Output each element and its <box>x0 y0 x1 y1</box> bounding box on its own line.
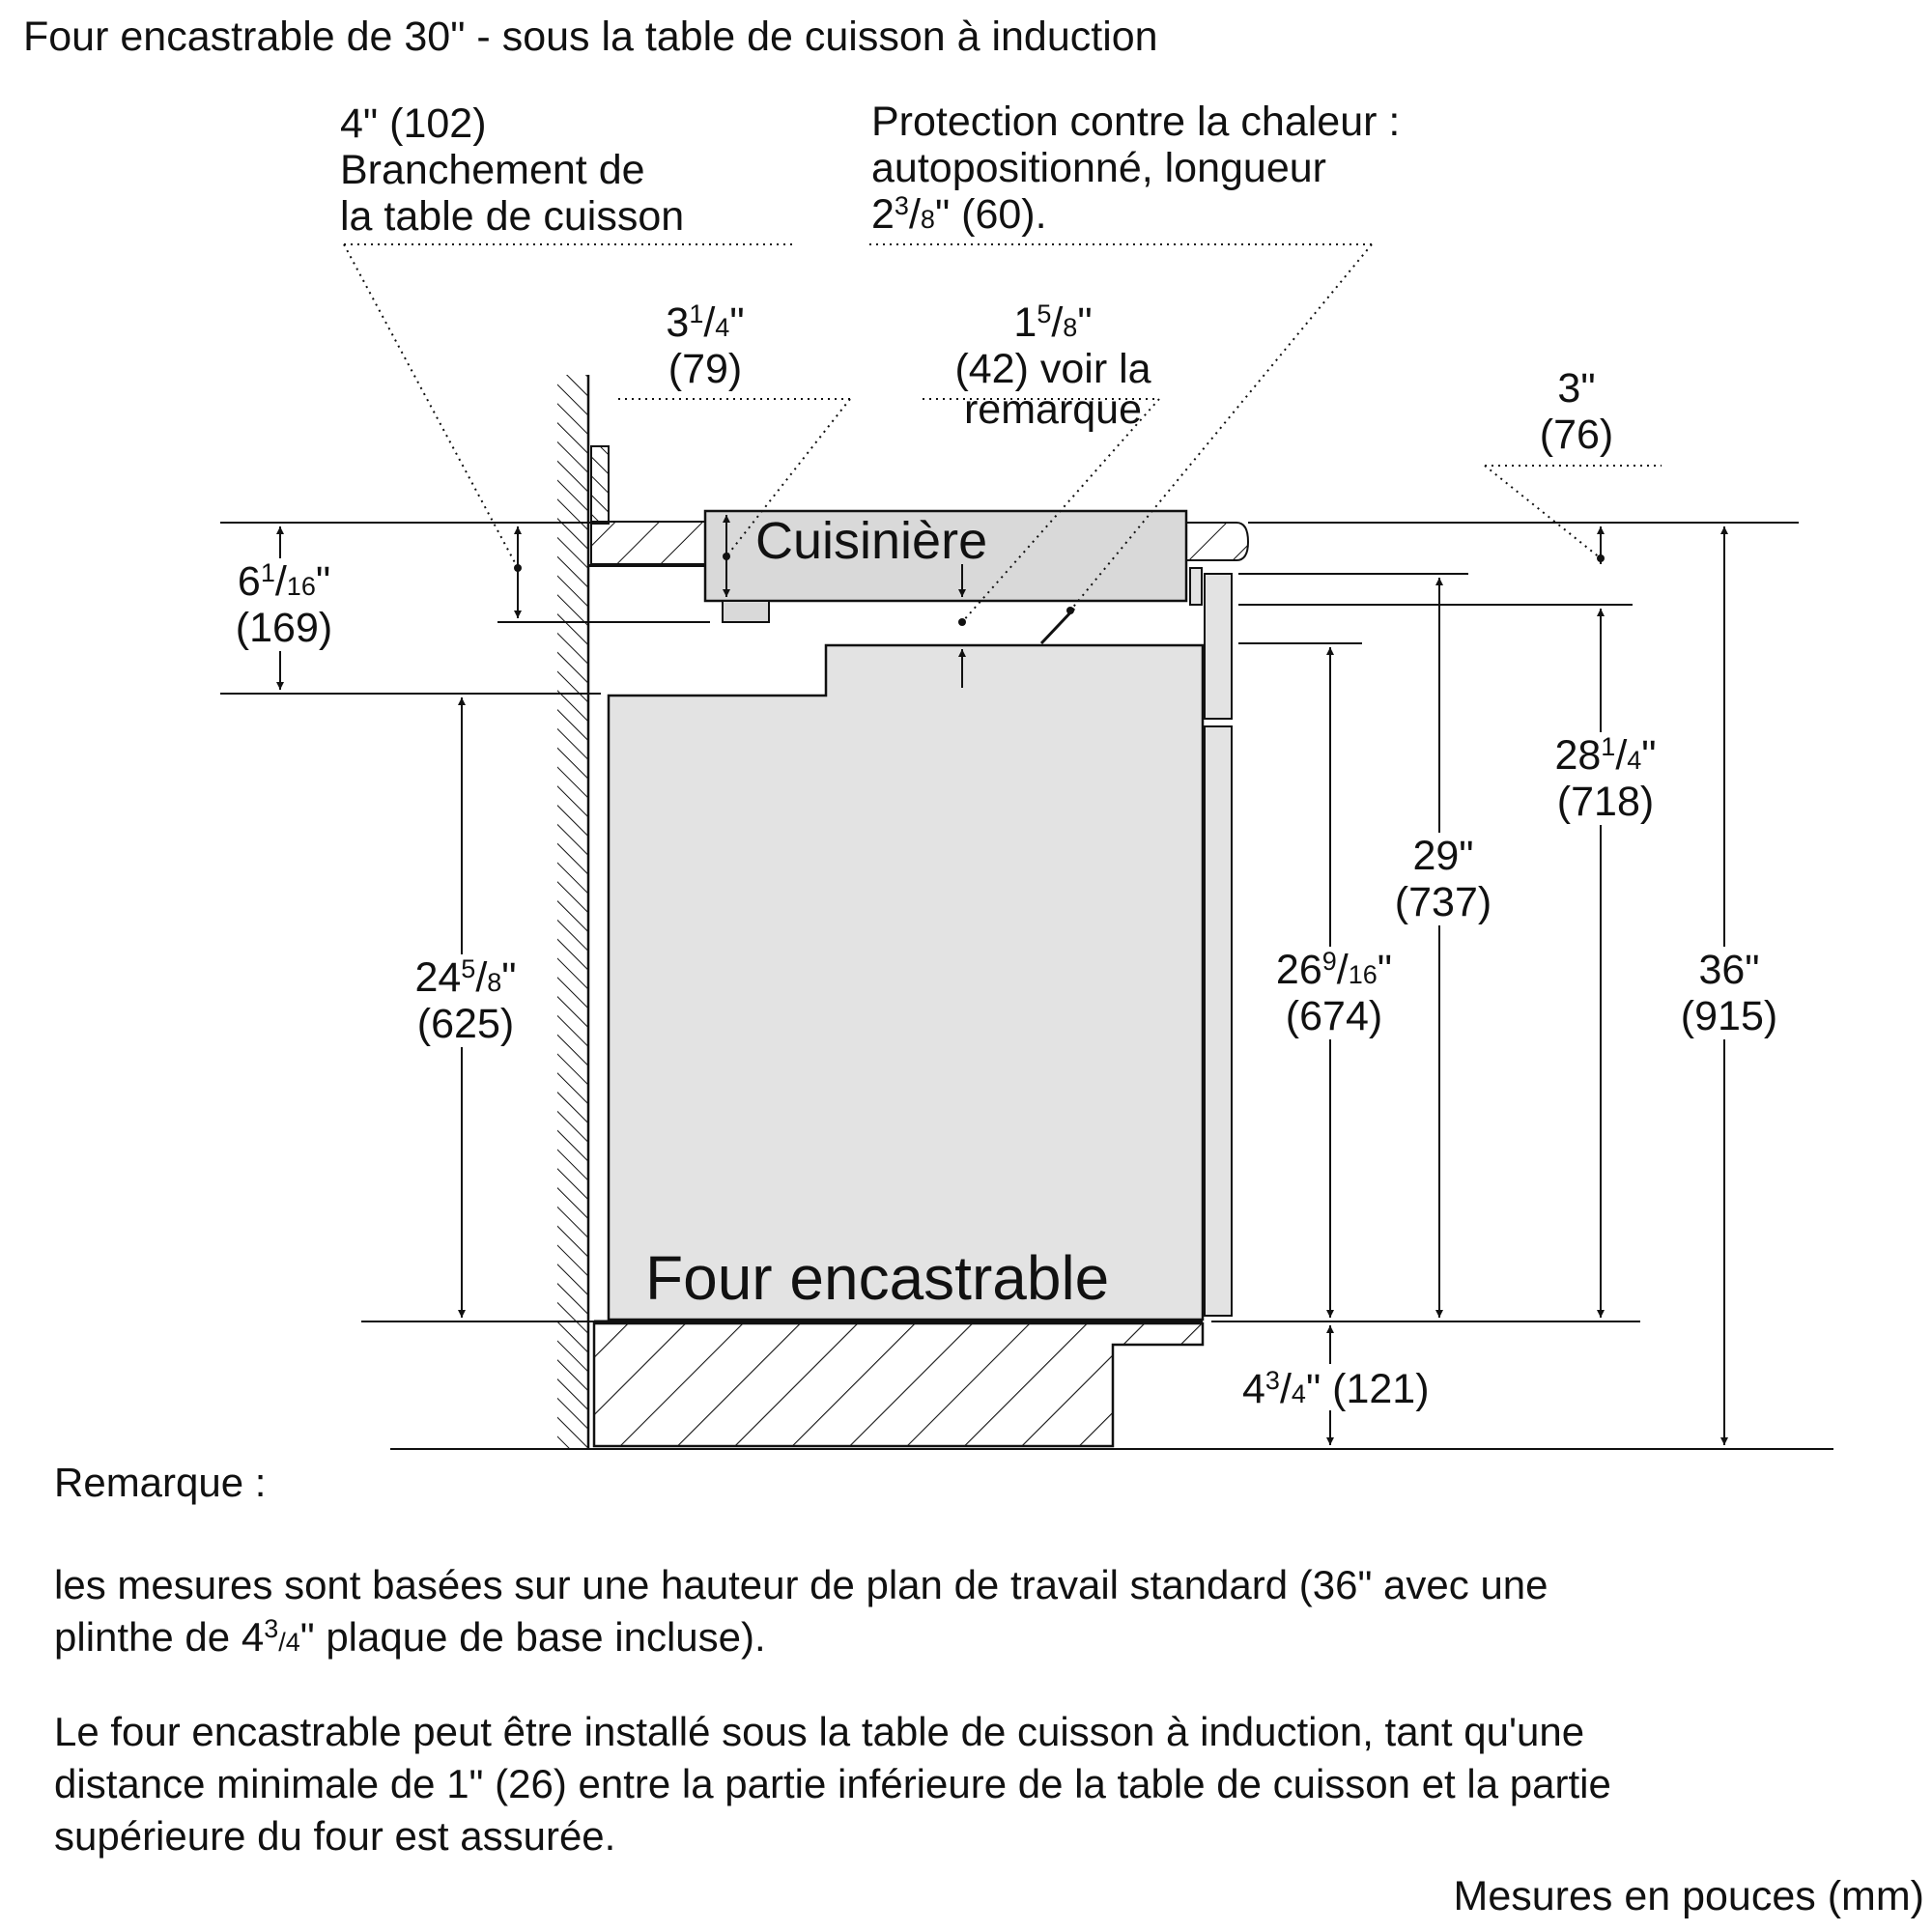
countertop-right <box>1186 523 1799 560</box>
cooktop-connection-line2: la table de cuisson <box>340 193 685 240</box>
dim-26-9-16-label: $26^9/16$" (674) <box>1258 947 1410 1039</box>
dim-3-label: 3" (76) <box>1539 365 1614 458</box>
dim-29-label: 29" (737) <box>1379 833 1507 925</box>
heat-protection-line2: autopositionné, longueur <box>871 145 1326 191</box>
oven-body <box>609 645 1203 1320</box>
dim-6-1-16-label: $6^1/16$" (169) <box>214 558 354 651</box>
cooktop-connection-line1: Branchement de <box>340 147 645 193</box>
plinth-base <box>594 1321 1203 1446</box>
dim-36-label: 36" (915) <box>1669 947 1789 1039</box>
dim-3-1-4-label: $3^1/4$" (79) <box>666 299 745 392</box>
oven-label: Four encastrable <box>645 1243 1110 1313</box>
dim-24-5-8-label: $24^5/8$" (625) <box>396 954 535 1047</box>
heat-protection-label <box>871 99 1400 238</box>
cooktop-connection-value: 4" (102) <box>340 100 487 147</box>
cooktop-connection-label <box>340 100 684 240</box>
heat-protection-line1: Protection contre la chaleur : <box>871 99 1401 145</box>
dim-1-5-8-label: $1^5/8$" (42) voir la remarque <box>954 299 1151 433</box>
heat-protection-length: $2^3/8$" (60). <box>871 191 1047 238</box>
dim-28-1-4-label: $28^1/4$" (718) <box>1538 732 1673 825</box>
note-heading: Remarque : <box>54 1460 267 1505</box>
note-paragraph-1: les mesures sont basées sur une hauteur de plan de travail standard (36" avec une plinthe de $4^3/4$" plaque de base incluse). <box>54 1562 1548 1660</box>
wall <box>557 375 588 1449</box>
note-paragraph-2: Le four encastrable peut être installé sous la table de cuisson à induction, tant qu'une distance minimale de 1" (26) entre la partie inférieure de la table de cuisson et la partie supérieure du four est assurée. <box>54 1709 1611 1859</box>
page-title: Four encastrable de 30" - sous la table de cuisson à induction <box>23 14 1158 60</box>
dim-4-3-4-label: $4^3/4$" (121) <box>1242 1366 1430 1412</box>
units-label: Mesures en pouces (mm) <box>1453 1873 1924 1919</box>
cooktop-label: Cuisinière <box>755 512 988 570</box>
countertop-left <box>589 446 705 567</box>
